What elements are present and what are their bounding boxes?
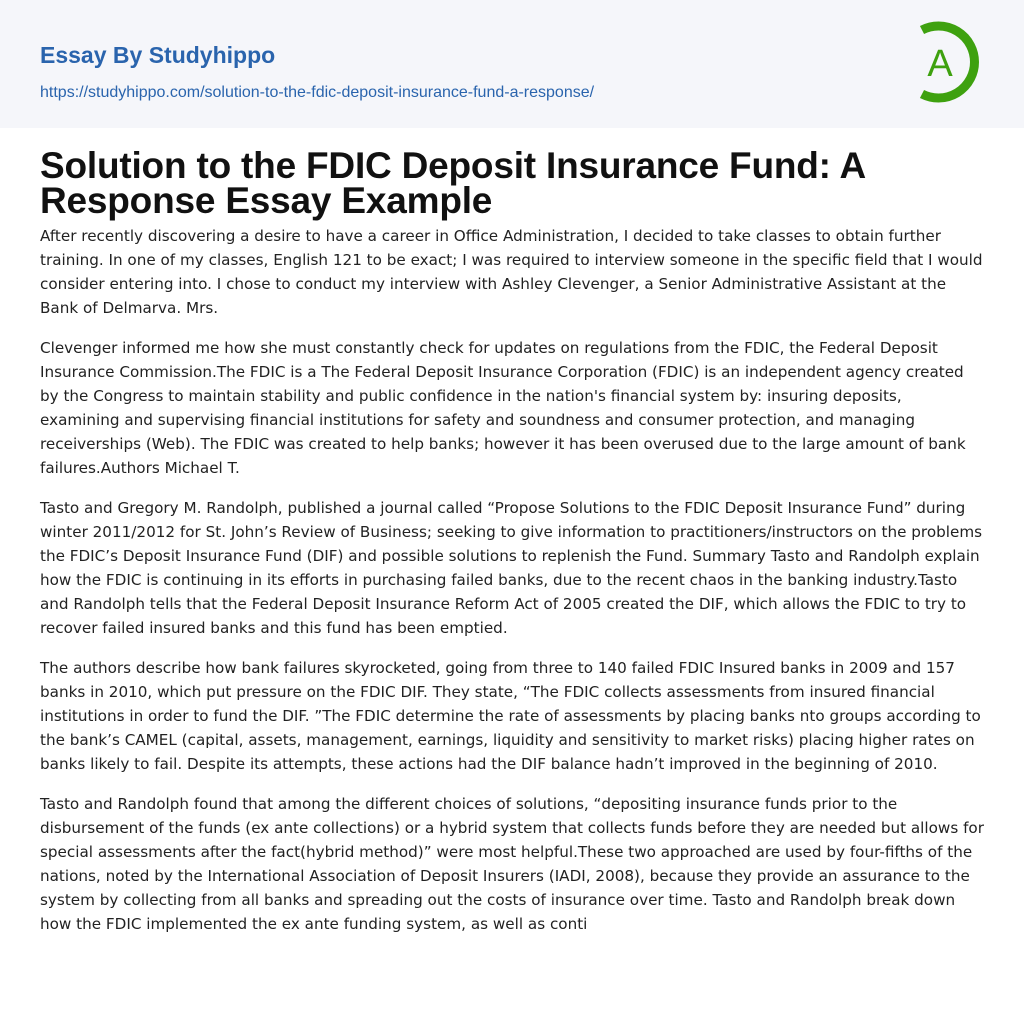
paragraph: The authors describe how bank failures skyrocketed, going from three to 140 failed FDIC Insured banks in 2009 and 157 banks in 2010, which put pressure on the FDIC DIF. They state, “The FDIC collects assessments from insured financial institutions in order to fund the DIF. ”The FDIC determine the rate of assessments by placing banks nto groups according to the bank’s CAMEL (capital, assets, management, earnings, liquidity and sensitivity to market risks) placing higher rates on banks likely to fail. Despite its attempts, these actions had the DIF balance hadn’t improved in the beginning of 2010. [40,659,981,773]
paragraph: Tasto and Randolph found that among the different choices of solutions, “depositing insurance funds prior to the disbursement of the funds (ex ante collections) or a hybrid system that collects funds before they are needed but allows for special assessments after the fact(hybrid method)” were most helpful.These two approached are used by four-fifths of the nations, noted by the International Association of Deposit Insurers (IADI, 2008), because they provide an assurance to the system by collecting from all banks and spreading out the costs of insurance over time. Tasto and Randolph break down how the FDIC implemented the ex ante funding system, as well as conti [40,795,984,933]
paragraph: After recently discovering a desire to have a career in Office Administration, I decided to take classes to obtain further training. In one of my classes, English 121 to be exact; I was required to interview someone in the specific field that I would consider entering into. I chose to conduct my interview with Ashley Clevenger, a Senior Administrative Assistant at the Bank of Delmarva. Mrs. [40,227,983,317]
brand-title: Essay By Studyhippo [40,42,276,68]
source-url-link[interactable]: https://studyhippo.com/solution-to-the-fdic-deposit-insurance-fund-a-response/ [40,84,595,101]
article [0,128,1024,936]
paragraph: Clevenger informed me how she must constantly check for updates on regulations from the FDIC, the Federal Deposit Insurance Commission.The FDIC is a The Federal Deposit Insurance Corporation (FDIC) is an independent agency created by the Congress to maintain stability and public confidence in the nation's financial system by: insuring deposits, examining and supervising financial institutions for safety and soundness and consumer protection, and managing receiverships (Web). The FDIC was created to help banks; however it has been overused due to the large amount of bank failures.Authors Michael T. [40,339,966,477]
article-body [40,224,984,936]
site-header [0,0,1024,128]
svg-text:A: A [927,43,953,85]
page-title: Solution to the FDIC Deposit Insurance Fund: A Response Essay Example [40,145,865,221]
paragraph: Tasto and Gregory M. Randolph, published a journal called “Propose Solutions to the FDIC Deposit Insurance Fund” during winter 2011/2012 for St. John’s Review of Business; seeking to give information to practitioners/instructors on the problems the FDIC’s Deposit Insurance Fund (DIF) and possible solutions to replenish the Fund. Summary Tasto and Randolph explain how the FDIC is continuing in its efforts in purchasing failed banks, due to the recent chaos in the banking industry.Tasto and Randolph tells that the Federal Deposit Insurance Reform Act of 2005 created the DIF, which allows the FDIC to try to recover failed insured banks and this fund has been emptied. [40,499,983,637]
studyhippo-logo-icon [908,20,988,104]
